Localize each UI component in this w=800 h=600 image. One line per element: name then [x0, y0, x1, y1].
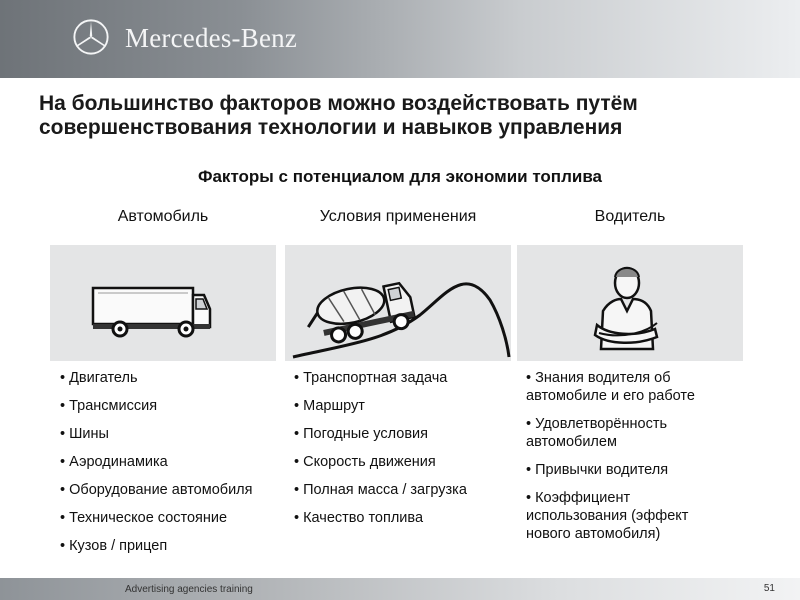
column-title-vehicle: Автомобиль — [117, 208, 209, 225]
list-item: • Удовлетворённость автомобилем — [526, 415, 726, 451]
list-item: • Погодные условия — [294, 425, 526, 443]
list-item: • Маршрут — [294, 397, 526, 415]
list-item: • Аэродинамика — [60, 453, 292, 471]
conditions-factors-list — [294, 369, 526, 537]
brand-name: Mercedes-Benz — [125, 23, 298, 53]
column-title-driver: Водитель — [594, 208, 666, 225]
footer-text: Advertising agencies training — [125, 584, 253, 595]
page-title-line-1: На большинство факторов можно воздействовать путём — [39, 92, 638, 115]
list-item: • Полная масса / загрузка — [294, 481, 526, 499]
section-subtitle: Факторы с потенциалом для экономии топлива — [197, 167, 603, 186]
list-item: • Двигатель — [60, 369, 292, 387]
list-item: • Привычки водителя — [526, 461, 726, 479]
list-item: • Коэффициент использования (эффект нового автомобиля) — [526, 489, 726, 543]
conditions-image-panel — [285, 245, 511, 361]
list-item: • Скорость движения — [294, 453, 526, 471]
driver-person-icon — [517, 245, 743, 361]
list-item: • Техническое состояние — [60, 509, 292, 527]
concrete-mixer-truck-icon — [285, 245, 511, 361]
list-item: • Кузов / прицеп — [60, 537, 292, 555]
page-title-line-2: совершенствования технологии и навыков управления — [39, 116, 623, 139]
list-item: • Качество топлива — [294, 509, 526, 527]
list-item: • Знания водителя об автомобиле и его работе — [526, 369, 726, 405]
footer-bar — [0, 578, 800, 600]
vehicle-factors-list — [60, 369, 292, 565]
page-title — [39, 92, 739, 140]
list-item: • Транспортная задача — [294, 369, 526, 387]
column-title-conditions: Условия применения — [319, 208, 477, 225]
list-item: • Оборудование автомобиля — [60, 481, 292, 499]
driver-image-panel — [517, 245, 743, 361]
vehicle-image-panel — [50, 245, 276, 361]
driver-factors-list — [526, 369, 726, 553]
mercedes-star-icon — [72, 18, 110, 56]
truck-icon — [50, 245, 276, 361]
list-item: • Шины — [60, 425, 292, 443]
list-item: • Трансмиссия — [60, 397, 292, 415]
page-number: 51 — [763, 583, 775, 594]
header-bar — [0, 0, 800, 78]
